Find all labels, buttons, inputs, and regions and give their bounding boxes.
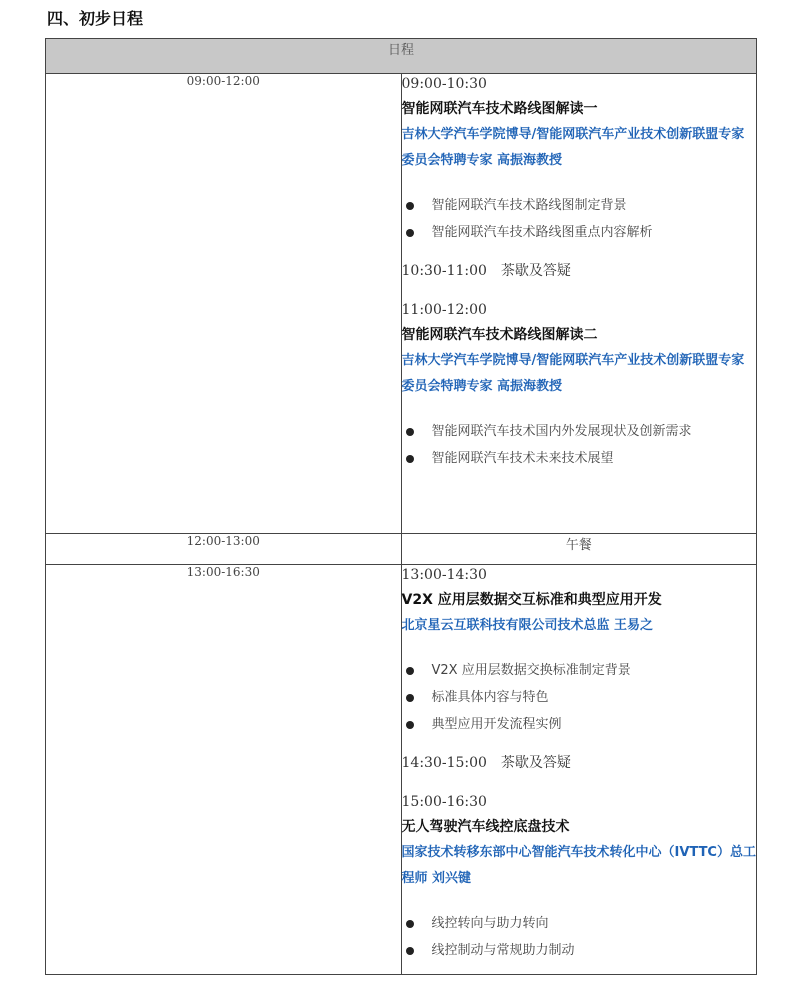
bullet-icon xyxy=(406,694,414,702)
session-time: 09:00-10:30 xyxy=(401,76,487,92)
session-topics xyxy=(402,657,757,738)
session-topics xyxy=(402,418,757,472)
schedule-header: 日程 xyxy=(46,39,757,74)
bullet-icon xyxy=(406,920,414,928)
bullet-icon xyxy=(406,202,414,210)
session-speaker: 北京星云互联科技有限公司技术总监 王易之 xyxy=(401,618,654,633)
topic-item: 标准具体内容与特色 xyxy=(402,684,757,711)
morning-content xyxy=(401,74,757,534)
section-title: 四、初步日程 xyxy=(47,9,144,28)
topic-item: 典型应用开发流程实例 xyxy=(402,711,757,738)
session-time: 11:00-12:00 xyxy=(401,302,487,318)
tea-break: 14:30-15:00 茶歇及答疑 xyxy=(401,755,571,771)
session-time: 13:00-14:30 xyxy=(401,567,487,583)
tea-break: 10:30-11:00 茶歇及答疑 xyxy=(401,263,571,279)
topic-item: 智能网联汽车技术路线图制定背景 xyxy=(402,192,757,219)
lunch-time-cell: 12:00-13:00 xyxy=(46,534,402,565)
afternoon-time-cell: 13:00-16:30 xyxy=(46,565,402,975)
session-time: 15:00-16:30 xyxy=(401,794,487,810)
lunch-label: 午餐 xyxy=(401,534,757,565)
bullet-icon xyxy=(406,428,414,436)
session-speaker: 吉林大学汽车学院博导/智能网联汽车产业技术创新联盟专家委员会特聘专家 高振海教授 xyxy=(401,127,745,168)
session-speaker: 国家技术转移东部中心智能汽车技术转化中心（IVTTC）总工程师 刘兴键 xyxy=(401,845,756,886)
session-topics xyxy=(402,910,757,964)
topic-item: 智能网联汽车技术国内外发展现状及创新需求 xyxy=(402,418,757,445)
topic-item: 智能网联汽车技术未来技术展望 xyxy=(402,445,757,472)
bullet-icon xyxy=(406,455,414,463)
bullet-icon xyxy=(406,947,414,955)
topic-item: 线控制动与常规助力制动 xyxy=(402,937,757,964)
session-title: 无人驾驶汽车线控底盘技术 xyxy=(401,819,570,835)
session-speaker: 吉林大学汽车学院博导/智能网联汽车产业技术创新联盟专家委员会特聘专家 高振海教授 xyxy=(401,353,745,394)
morning-time-cell: 09:00-12:00 xyxy=(46,74,402,534)
bullet-icon xyxy=(406,229,414,237)
session-topics xyxy=(402,192,757,246)
schedule-table xyxy=(45,38,757,975)
topic-item: V2X 应用层数据交换标准制定背景 xyxy=(402,657,757,684)
afternoon-content xyxy=(401,565,757,975)
session-title: V2X 应用层数据交互标准和典型应用开发 xyxy=(401,592,662,608)
bullet-icon xyxy=(406,667,414,675)
bullet-icon xyxy=(406,721,414,729)
topic-item: 智能网联汽车技术路线图重点内容解析 xyxy=(402,219,757,246)
session-title: 智能网联汽车技术路线图解读二 xyxy=(401,327,598,343)
session-title: 智能网联汽车技术路线图解读一 xyxy=(401,101,598,117)
topic-item: 线控转向与助力转向 xyxy=(402,910,757,937)
